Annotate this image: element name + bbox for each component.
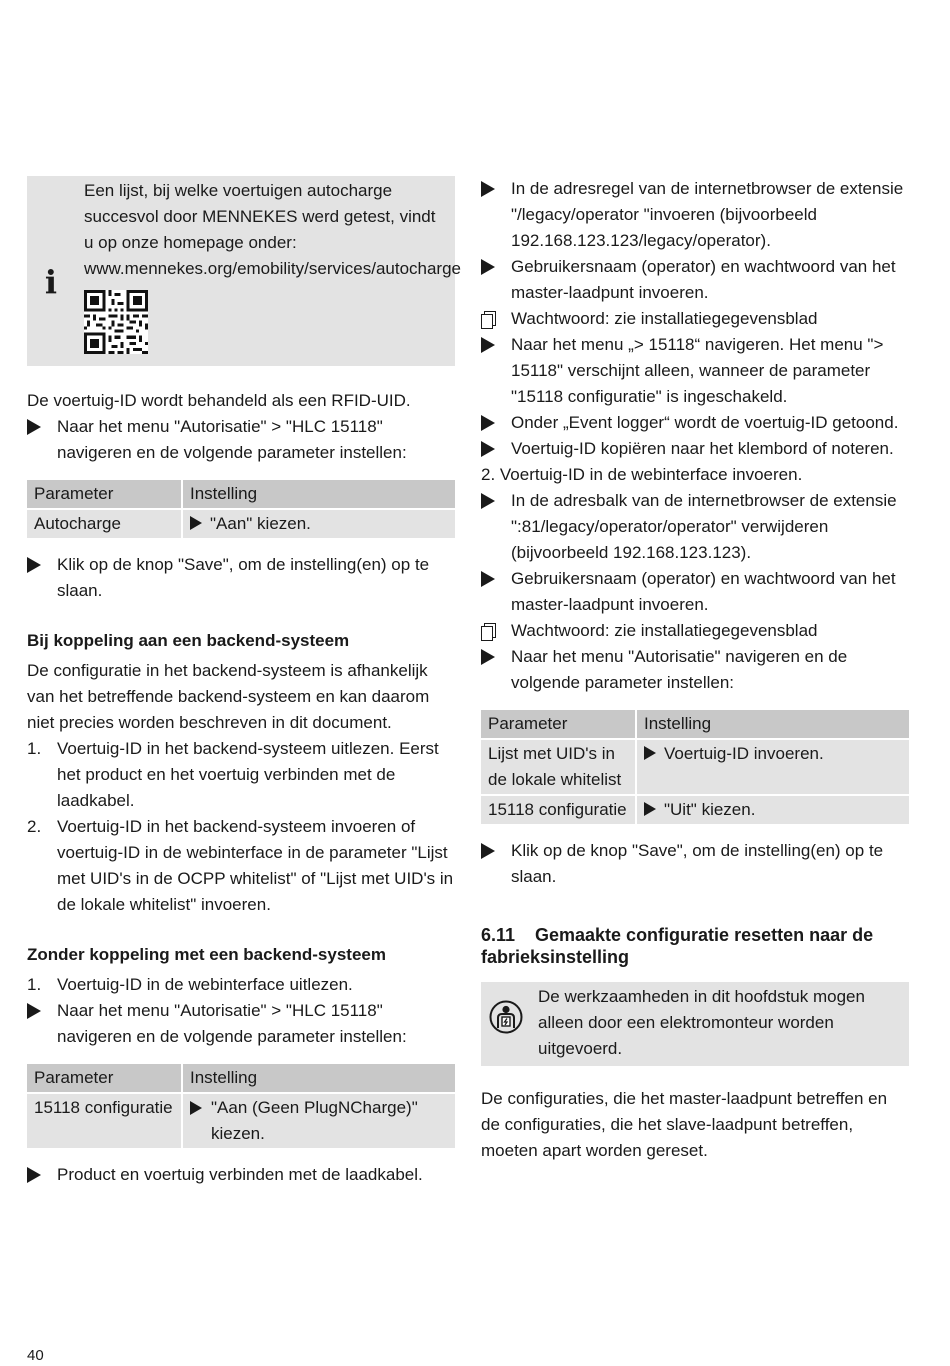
list-item: Wachtwoord: zie installatiegegevensblad [481,306,909,332]
arrow-icon [27,998,49,1024]
warning-box [481,982,909,1066]
table-cell: "Aan (Geen PlugNCharge)" kiezen. [182,1093,455,1148]
arrow-icon [190,1101,202,1115]
page-number: 40 [27,1347,44,1364]
document-icon [481,306,503,332]
list-item: Voertuig-ID kopiëren naar het klembord of noteren. [481,436,909,462]
arrow-icon [27,1162,49,1188]
section-number: 6.11 [481,925,516,945]
warning-text: De werkzaamheden in dit hoofdstuk mogen alleen door een elektromonteur worden uitgevoerd. [538,987,865,1058]
subheading: Zonder koppeling met een backend-systeem [27,945,386,964]
table-cell: Lijst met UID's in de lokale whitelist [481,739,636,795]
list-item: Klik op de knop "Save", om de instelling(en) op te slaan. [481,838,909,890]
arrow-icon [481,410,503,436]
table-header: Parameter [27,480,182,509]
section-title: Gemaakte configuratie resetten naar de fabrieksinstelling [481,925,874,967]
arrow-icon [481,488,503,514]
info-text: Een lijst, bij welke voertuigen autocharge succesvol door MENNEKES werd getest, vindt u op onze homepage onder: www.mennekes.org/emobility/services/autocharge [84,181,462,278]
arrow-icon [481,838,503,864]
list-item: Gebruikersnaam (operator) en wachtwoord van het master-laadpunt invoeren. [481,566,909,618]
list-item: Onder „Event logger“ wordt de voertuig-ID getoond. [481,410,909,436]
parameter-table [27,480,455,538]
paragraph: 2. Voertuig-ID in de webinterface invoeren. [481,465,803,484]
list-item: Wachtwoord: zie installatiegegevensblad [481,618,909,644]
document-icon [481,618,503,644]
list-item: Product en voertuig verbinden met de laadkabel. [27,1162,455,1188]
arrow-icon [481,254,503,280]
section-heading [481,924,909,968]
table-cell: "Aan" kiezen. [182,509,455,538]
table-cell: 15118 configuratie [27,1093,182,1148]
table-cell: Voertuig-ID invoeren. [636,739,909,795]
list-item: Naar het menu „> 15118“ navigeren. Het menu "> 15118" verschijnt alleen, wanneer de parameter "15118 configuratie" is ingeschakeld. [481,332,909,410]
arrow-icon [481,644,503,670]
list-item: Gebruikersnaam (operator) en wachtwoord van het master-laadpunt invoeren. [481,254,909,306]
arrow-icon [481,566,503,592]
paragraph: De configuraties, die het master-laadpunt betreffen en de configuraties, die het slave-laadpunt betreffen, moeten apart worden gereset. [481,1089,888,1160]
left-column [27,176,462,1188]
table-header: Instelling [182,1064,455,1093]
table-cell: 15118 configuratie [481,795,636,824]
arrow-icon [481,176,503,202]
table-cell: "Uit" kiezen. [636,795,909,824]
right-column [481,176,909,1164]
table-row [481,795,909,824]
list-item: In de adresregel van de internetbrowser de extensie "/legacy/operator "invoeren (bijvoorbeeld 192.168.123.123/legacy/operator). [481,176,909,254]
paragraph: De voertuig-ID wordt behandeld als een RFID-UID. [27,391,411,410]
table-row [27,1093,455,1148]
table-row [27,509,455,538]
list-item: Naar het menu "Autorisatie" > "HLC 15118" navigeren en de volgende parameter instellen: [27,998,455,1050]
table-row [481,739,909,795]
table-header: Parameter [27,1064,182,1093]
paragraph: De configuratie in het backend-systeem is afhankelijk van het betreffende backend-systeem en kan daarom niet precies worden beschreven in dit document. [27,661,430,732]
arrow-icon [644,746,656,760]
arrow-icon [190,516,202,530]
list-item: 1. Voertuig-ID in de webinterface uitlezen. [27,975,353,994]
arrow-icon [27,552,49,578]
list-item: Naar het menu "Autorisatie" > "HLC 15118" navigeren en de volgende parameter instellen: [27,414,455,466]
parameter-table [481,710,909,824]
table-header: Instelling [182,480,455,509]
info-box [27,176,462,366]
parameter-table [27,1064,455,1148]
arrow-icon [481,436,503,462]
table-cell: Autocharge [27,509,182,538]
qr-code [84,290,148,354]
list-item: 1. Voertuig-ID in het backend-systeem uitlezen. Eerst het product en het voertuig verbinden met de laadkabel. [27,739,439,810]
list-item: 2. Voertuig-ID in het backend-systeem invoeren of voertuig-ID in de webinterface in de parameter "Lijst met UID's in de OCPP whitelist" of "Lijst met UID's in de lokale whitelist" invoeren. [27,817,454,914]
table-header: Parameter [481,710,636,739]
info-icon: i [44,263,58,301]
arrow-icon [644,802,656,816]
list-item: In de adresbalk van de internetbrowser de extensie ":81/legacy/operator/operator" verwijderen (bijvoorbeeld 192.168.123.123). [481,488,909,566]
list-item: Naar het menu "Autorisatie" navigeren en de volgende parameter instellen: [481,644,909,696]
arrow-icon [481,332,503,358]
electrician-icon [489,1000,523,1034]
arrow-icon [27,414,49,440]
table-header: Instelling [636,710,909,739]
subheading: Bij koppeling aan een backend-systeem [27,631,350,650]
list-item: Klik op de knop "Save", om de instelling(en) op te slaan. [27,552,455,604]
